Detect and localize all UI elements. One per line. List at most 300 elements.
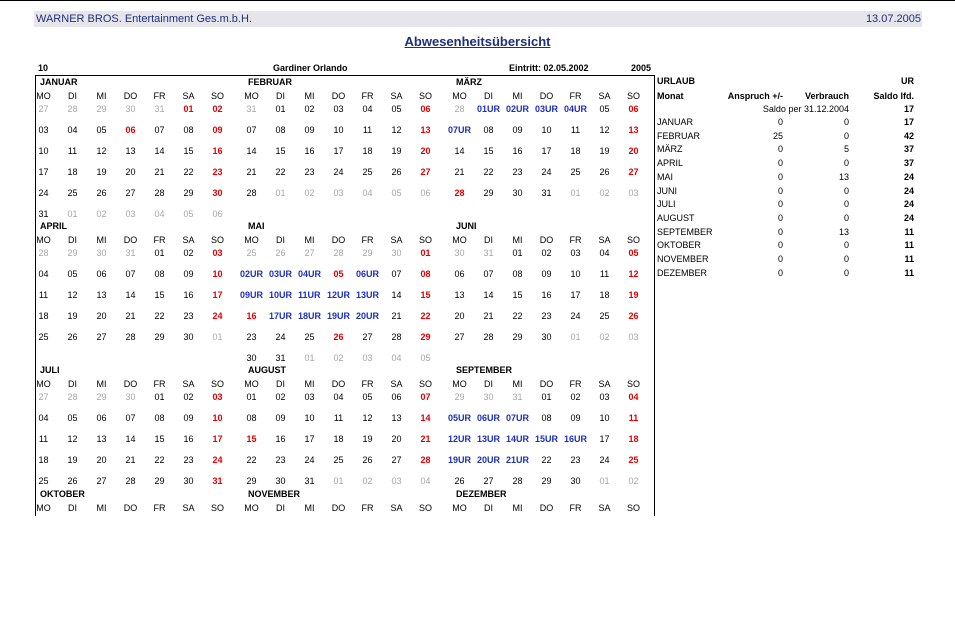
calendar-day: 19	[362, 434, 373, 444]
calendar-day: 12	[599, 125, 610, 135]
weekday-label: MO	[452, 91, 467, 101]
calendar-day: 22	[541, 455, 552, 465]
calendar-day: 10	[599, 413, 610, 423]
calendar-day-vacation: 04UR	[564, 104, 588, 114]
calendar-day: 11	[38, 434, 49, 444]
calendar-day: 27	[38, 392, 49, 402]
calendar-day: 05	[183, 209, 194, 219]
vacation-entitlement: 25	[772, 130, 783, 141]
calendar-day: 20	[96, 455, 107, 465]
calendar-day: 29	[362, 248, 373, 258]
calendar-day: 18	[38, 455, 49, 465]
month-block	[37, 221, 240, 361]
calendar-day: 06	[125, 125, 136, 135]
calendar-day: 25	[599, 311, 610, 321]
calendar-day: 01	[570, 332, 581, 342]
vacation-entitlement: 0	[777, 267, 783, 278]
weekday-label: DI	[68, 503, 77, 513]
vacation-month-row	[657, 158, 917, 171]
weekday-label: SA	[390, 503, 403, 513]
vacation-title-row	[657, 76, 917, 89]
calendar-day: 06	[628, 104, 639, 114]
calendar-day: 25	[38, 476, 49, 486]
calendar-day: 03	[362, 353, 373, 363]
calendar-day: 15	[483, 146, 494, 156]
calendar-day: 21	[483, 311, 494, 321]
calendar-day: 14	[125, 290, 136, 300]
calendar-day: 31	[154, 104, 165, 114]
calendar-day: 22	[154, 311, 165, 321]
employee-name: Gardiner Orlando	[273, 63, 348, 73]
calendar-day: 26	[454, 476, 465, 486]
month-block	[245, 489, 448, 629]
calendar-day: 22	[512, 311, 523, 321]
vacation-entitlement: 0	[777, 240, 783, 251]
calendar-day: 09	[512, 125, 523, 135]
calendar-day: 25	[304, 332, 315, 342]
calendar-day: 28	[154, 188, 165, 198]
weekday-label: SA	[182, 91, 195, 101]
month-block	[245, 365, 448, 505]
calendar-day: 01	[212, 332, 223, 342]
calendar-day: 19	[599, 146, 610, 156]
calendar-day-vacation: 11UR	[298, 290, 321, 300]
column-month: Monat	[657, 91, 684, 101]
calendar-day: 31	[246, 104, 257, 114]
calendar-day: 04	[154, 209, 165, 219]
weekday-label: FR	[569, 503, 582, 513]
calendar-day: 30	[125, 104, 136, 114]
weekday-label: SA	[390, 379, 403, 389]
calendar-day: 30	[512, 188, 523, 198]
weekday-label: SO	[418, 235, 432, 245]
calendar-day: 19	[391, 146, 402, 156]
calendar-year: 2005	[631, 63, 652, 73]
vacation-used: 13	[838, 171, 849, 182]
weekday-label: SO	[210, 91, 224, 101]
calendar-day: 08	[512, 269, 523, 279]
calendar-day: 01	[512, 248, 523, 258]
calendar-day: 23	[541, 311, 552, 321]
vacation-month: MÄRZ	[657, 144, 683, 155]
calendar-day: 07	[246, 125, 257, 135]
calendar-day: 20	[420, 146, 431, 156]
calendar-day: 19	[628, 290, 639, 300]
calendar-day: 17	[599, 434, 610, 444]
calendar-day: 17	[541, 146, 552, 156]
calendar-day: 24	[275, 332, 286, 342]
calendar-day: 06	[420, 188, 431, 198]
calendar-day: 28	[420, 455, 431, 465]
report-header	[34, 11, 922, 27]
calendar-day: 01	[275, 188, 286, 198]
calendar-day: 23	[212, 167, 223, 177]
calendar-day: 04	[599, 248, 610, 258]
calendar-day: 26	[67, 332, 78, 342]
calendar-day-vacation: 02UR	[240, 269, 264, 279]
company-name: WARNER BROS. Entertainment Ges.m.b.H.	[36, 13, 252, 25]
vacation-used: 0	[843, 240, 849, 251]
calendar-day: 03	[212, 392, 223, 402]
calendar-day: 28	[125, 332, 136, 342]
vacation-entitlement: 0	[777, 254, 783, 264]
calendar-day: 18	[362, 146, 373, 156]
calendar-day: 18	[570, 146, 581, 156]
calendar-day: 26	[628, 311, 639, 321]
calendar-day: 02	[304, 104, 315, 114]
calendar-day: 04	[362, 104, 373, 114]
weekday-label: FR	[153, 503, 166, 513]
calendar-day: 30	[125, 392, 136, 402]
vacation-month-row	[657, 172, 917, 185]
calendar-day: 02	[275, 392, 286, 402]
calendar-day: 06	[420, 104, 431, 114]
calendar-day: 20	[454, 311, 465, 321]
calendar-day: 25	[67, 188, 78, 198]
calendar-day: 24	[570, 311, 581, 321]
vacation-month: DEZEMBER	[657, 267, 708, 278]
weekday-label: DI	[484, 379, 493, 389]
calendar-day: 15	[275, 146, 286, 156]
calendar-day: 27	[420, 167, 431, 177]
vacation-month-row	[657, 213, 917, 226]
calendar-day: 10	[212, 413, 223, 423]
calendar-day: 30	[246, 353, 257, 363]
calendar-day: 24	[541, 167, 552, 177]
calendar-day: 23	[275, 455, 286, 465]
calendar-day: 02	[183, 392, 194, 402]
weekday-label: MO	[452, 235, 467, 245]
vacation-used: 0	[843, 185, 849, 196]
calendar-day: 02	[599, 332, 610, 342]
vacation-month-row	[657, 240, 917, 253]
weekday-label: SO	[210, 503, 224, 513]
calendar-day: 15	[512, 290, 523, 300]
calendar-day: 30	[483, 392, 494, 402]
calendar-day: 22	[275, 167, 286, 177]
calendar-day: 05	[362, 392, 373, 402]
vacation-month: SEPTEMBER	[657, 226, 713, 237]
weekday-label: SA	[598, 503, 611, 513]
calendar-day: 02	[599, 188, 610, 198]
calendar-day: 16	[512, 146, 523, 156]
weekday-label: MO	[244, 91, 259, 101]
month-name: FEBRUAR	[248, 77, 292, 87]
calendar-day: 04	[362, 188, 373, 198]
calendar-day-vacation: 03UR	[535, 104, 559, 114]
calendar-day: 01	[420, 248, 431, 258]
weekday-label: DO	[539, 503, 554, 513]
calendar-day: 02	[333, 353, 344, 363]
vacation-used: 13	[838, 226, 849, 237]
calendar-day: 14	[420, 413, 431, 423]
month-name: NOVEMBER	[248, 489, 301, 499]
calendar-day: 28	[67, 104, 78, 114]
calendar-day: 28	[454, 188, 465, 198]
weekday-label: DI	[68, 379, 77, 389]
calendar-day: 27	[483, 476, 494, 486]
weekday-label: DI	[276, 235, 285, 245]
vacation-entitlement: 0	[777, 171, 783, 182]
calendar-day: 25	[570, 167, 581, 177]
calendar-day: 28	[125, 476, 136, 486]
calendar-day: 29	[96, 392, 107, 402]
month-name: DEZEMBER	[456, 489, 507, 499]
calendar-day: 28	[454, 104, 465, 114]
vacation-entitlement: 0	[777, 226, 783, 237]
calendar-day: 03	[125, 209, 136, 219]
month-block	[240, 221, 448, 363]
calendar-day-vacation: 18UR	[298, 311, 322, 321]
calendar-day: 05	[420, 353, 431, 363]
column-entitlement: Anspruch +/-	[727, 91, 783, 101]
calendar-day: 22	[154, 455, 165, 465]
calendar-day: 26	[67, 476, 78, 486]
weekday-label: MI	[304, 91, 315, 101]
calendar-day: 12	[96, 146, 107, 156]
weekday-label: DI	[484, 235, 493, 245]
calendar-day: 08	[483, 125, 494, 135]
employee-entry-date: Eintritt: 02.05.2002	[509, 63, 589, 73]
calendar-day: 08	[541, 413, 552, 423]
weekday-label: MO	[452, 503, 467, 513]
weekday-label: DI	[68, 235, 77, 245]
calendar-day: 25	[333, 455, 344, 465]
month-block	[37, 77, 240, 217]
calendar-day: 18	[333, 434, 344, 444]
weekday-label: MI	[96, 503, 107, 513]
calendar-day: 31	[483, 248, 494, 258]
weekday-label: DO	[539, 91, 554, 101]
calendar-day: 29	[183, 188, 194, 198]
calendar-day: 02	[570, 392, 581, 402]
calendar-day: 29	[154, 332, 165, 342]
calendar-day: 26	[333, 332, 344, 342]
calendar-day: 27	[96, 476, 107, 486]
calendar-day-vacation: 16UR	[564, 434, 588, 444]
calendar-day: 01	[183, 104, 194, 114]
vacation-used: 0	[843, 158, 849, 169]
month-block	[37, 365, 240, 505]
vacation-entitlement: 0	[777, 212, 783, 223]
weekday-label: DI	[276, 379, 285, 389]
weekday-label: MO	[36, 379, 51, 389]
calendar-day: 05	[333, 269, 344, 279]
calendar-day: 25	[362, 167, 373, 177]
vacation-balance: 11	[904, 254, 914, 264]
calendar-day: 05	[96, 125, 107, 135]
vacation-header-row	[657, 91, 917, 104]
calendar-day: 10	[38, 146, 49, 156]
vacation-entitlement: 0	[777, 117, 783, 127]
calendar-day: 15	[246, 434, 257, 444]
calendar-day: 24	[333, 167, 344, 177]
calendar-day: 10	[304, 413, 315, 423]
calendar-day: 27	[391, 455, 402, 465]
vacation-month-row	[657, 131, 917, 144]
vacation-opening-balance-row	[657, 104, 917, 117]
vacation-used: 5	[843, 144, 849, 155]
calendar-day: 08	[420, 269, 431, 279]
calendar-day-vacation: 07UR	[506, 413, 530, 423]
page-title: Abwesenheitsübersicht	[404, 34, 551, 49]
calendar-day: 17	[333, 146, 344, 156]
calendar-day: 01	[541, 392, 552, 402]
calendar-day-vacation: 12UR	[448, 434, 472, 444]
calendar-day: 29	[483, 188, 494, 198]
calendar-day: 21	[420, 434, 431, 444]
calendar-day: 05	[391, 104, 402, 114]
vacation-balance: 11	[904, 267, 914, 278]
month-block	[448, 77, 656, 217]
vacation-month: NOVEMBER	[657, 254, 709, 264]
calendar-day: 31	[38, 209, 49, 219]
weekday-label: MO	[36, 235, 51, 245]
calendar-day: 03	[570, 248, 581, 258]
month-block	[453, 489, 656, 629]
calendar-day: 13	[628, 125, 639, 135]
calendar-day: 10	[333, 125, 344, 135]
calendar-day-vacation: 04UR	[298, 269, 322, 279]
calendar-day: 25	[246, 248, 257, 258]
weekday-label: MI	[512, 235, 523, 245]
calendar-day: 30	[212, 188, 223, 198]
month-name: AUGUST	[248, 365, 286, 375]
calendar-day: 11	[628, 413, 639, 423]
calendar-day: 30	[541, 332, 552, 342]
vacation-used: 0	[843, 254, 849, 264]
calendar-day: 15	[154, 290, 165, 300]
weekday-label: SO	[626, 235, 640, 245]
column-used: Verbrauch	[804, 91, 849, 101]
calendar-day: 14	[125, 434, 136, 444]
report-date: 13.07.2005	[865, 13, 921, 25]
calendar-day: 26	[391, 167, 402, 177]
weekday-label: FR	[153, 235, 166, 245]
vacation-month-row	[657, 186, 917, 199]
calendar-day: 03	[38, 125, 49, 135]
calendar-day: 05	[67, 269, 78, 279]
calendar-day: 28	[333, 248, 344, 258]
weekday-label: MO	[36, 91, 51, 101]
weekday-label: SA	[182, 503, 195, 513]
month-name: MAI	[248, 221, 265, 231]
calendar-day: 12	[628, 269, 639, 279]
calendar-day: 26	[96, 188, 107, 198]
calendar-day-vacation: 12UR	[327, 290, 351, 300]
calendar-day-vacation: 15UR	[535, 434, 559, 444]
calendar-day: 03	[391, 476, 402, 486]
calendar-day: 04	[38, 413, 49, 423]
calendar-day: 11	[570, 125, 581, 135]
calendar-day: 19	[67, 311, 78, 321]
calendar-day: 12	[67, 434, 78, 444]
calendar-day: 06	[96, 269, 107, 279]
calendar-day: 30	[183, 332, 194, 342]
calendar-day: 05	[628, 248, 639, 258]
weekday-label: MI	[304, 235, 315, 245]
calendar-day: 23	[246, 332, 257, 342]
calendar-day: 03	[333, 188, 344, 198]
weekday-label: DO	[123, 91, 138, 101]
vacation-used: 0	[843, 267, 849, 278]
calendar-day: 16	[304, 146, 315, 156]
calendar-day: 29	[154, 476, 165, 486]
calendar-day: 13	[391, 413, 402, 423]
calendar-day: 09	[183, 413, 194, 423]
vacation-entitlement: 0	[777, 158, 783, 169]
month-name: OKTOBER	[40, 489, 85, 499]
vacation-balance: 37	[903, 144, 914, 155]
vacation-balance: 11	[904, 226, 914, 237]
vacation-ur-label: UR	[901, 76, 914, 86]
calendar-day: 27	[125, 188, 136, 198]
weekday-label: MO	[244, 503, 259, 513]
calendar-day: 17	[38, 167, 49, 177]
calendar-day: 16	[541, 290, 552, 300]
calendar-day: 29	[96, 104, 107, 114]
calendar-day: 04	[391, 353, 402, 363]
calendar-day: 17	[304, 434, 315, 444]
calendar-day: 15	[183, 146, 194, 156]
weekday-label: MO	[244, 379, 259, 389]
vacation-month: JULI	[657, 199, 676, 210]
vacation-month-row	[657, 199, 917, 212]
calendar-day: 08	[154, 269, 165, 279]
calendar-day-vacation: 02UR	[506, 104, 530, 114]
vacation-month: JUNI	[657, 185, 677, 196]
calendar-day-vacation: 21UR	[506, 455, 530, 465]
calendar-day: 11	[333, 413, 344, 423]
calendar-day: 18	[38, 311, 49, 321]
employee-id: 10	[38, 63, 49, 73]
calendar-day: 30	[183, 476, 194, 486]
calendar-day: 16	[275, 434, 286, 444]
calendar-day: 14	[154, 146, 165, 156]
weekday-label: FR	[153, 91, 166, 101]
month-block	[37, 489, 240, 629]
calendar-day: 01	[67, 209, 78, 219]
calendar-day: 23	[183, 455, 194, 465]
calendar-day: 21	[154, 167, 165, 177]
weekday-label: SA	[390, 91, 403, 101]
calendar-day: 03	[333, 104, 344, 114]
calendar-day-vacation: 05UR	[448, 413, 472, 423]
calendar-day-vacation: 09UR	[240, 290, 264, 300]
calendar-day: 21	[125, 311, 136, 321]
calendar-day: 01	[154, 392, 165, 402]
calendar-day: 05	[599, 104, 610, 114]
weekday-label: DO	[539, 235, 554, 245]
weekday-label: DI	[484, 503, 493, 513]
calendar-day: 16	[212, 146, 223, 156]
calendar-day: 29	[454, 392, 465, 402]
calendar-day: 07	[420, 392, 431, 402]
weekday-label: SA	[390, 235, 403, 245]
weekday-label: SO	[418, 503, 432, 513]
vacation-balance: 24	[903, 212, 914, 223]
calendar-day: 11	[67, 146, 78, 156]
vacation-month: OKTOBER	[657, 240, 701, 251]
top-border-line	[0, 0, 955, 1]
calendar-day: 02	[541, 248, 552, 258]
calendar-day-vacation: 17UR	[269, 311, 293, 321]
calendar-day: 30	[96, 248, 107, 258]
calendar-day: 09	[183, 269, 194, 279]
month-block	[245, 77, 448, 217]
calendar-day: 20	[391, 434, 402, 444]
weekday-label: SA	[182, 235, 195, 245]
